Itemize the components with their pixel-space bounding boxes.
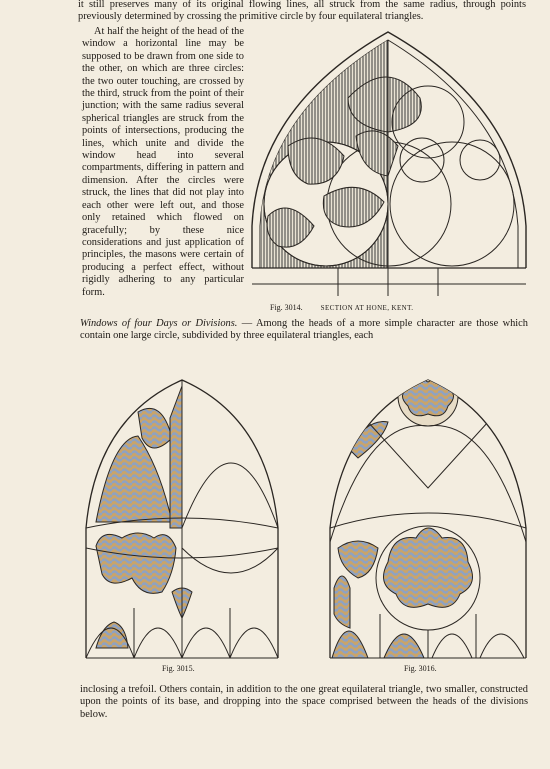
fig-3016-label: Fig. 3016. [404,664,437,673]
fig-3014-window-head [248,26,538,306]
top-paragraph: it still preserves many of its original flowing lines, all struck from the same radius, through points previously determined by crossing the primitive circle by four equilateral triangles. [78,0,526,23]
fig-3014-title: SECTION AT HONE, KENT. [320,304,414,312]
windows-heading: Windows of four Days or Divisions. [80,318,238,329]
windows-paragraph [80,318,528,343]
fig-3014-caption [270,303,413,312]
left-column-paragraph: At half the height of the head of the window a horizontal line may be supposed to be drawn from one side to the other, on which are three circles: the two outer touching, are crossed by the third, struck from the point of their junction; with the same radius several spherical triangles are struck from the points of intersections, producing the lines, which unite and divide the window head into several compartments, differing in pattern and dimension. After the circles were struck, the lines that did not play into each other were left out, and those only retained which flowed on gracefully; by these nice considerations and just application of principles, the masons were certain of producing a perfect effect, without rigidly adhering to any particular form. [82,26,244,298]
fig-3015-window-head [82,378,282,660]
fig-3015-label: Fig. 3015. [162,664,195,673]
fig-3016-window-head [328,378,528,660]
bottom-paragraph: inclosing a trefoil. Others contain, in addition to the one great equilateral triangle, two smaller, constructed upon the points of its base, and dropping into the space comprised between the heads of the divisions below. [80,684,528,720]
windows-text: — Among the heads of a more simple character are those which contain one large circle, subdivided by three equilateral triangles, each [80,318,528,342]
fig-3014-label: Fig. 3014. [270,303,303,312]
left-column-text [82,26,244,299]
